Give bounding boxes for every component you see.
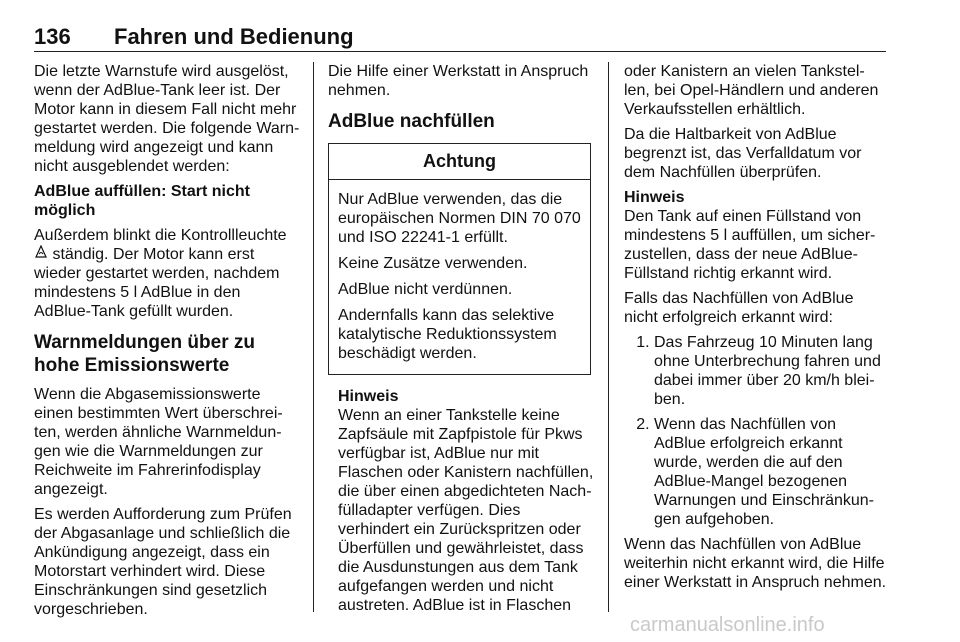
list-item: 2. Wenn das Nachfüllen von AdBlue erfolgreich erkannt wurde, werden die auf den AdBlue-Mangel bezogenen Warnungen und Einschränkun-gen aufgehoben. [654, 415, 890, 529]
caution-text: Nur AdBlue verwenden, das die europäischen Normen DIN 70 070 und ISO 22241-1 erfüllt. [338, 191, 581, 246]
note-text: Wenn an einer Tankstelle keine Zapfsäule mit Zapfpistole für Pkws verfügbar ist, AdBlue nur mit Flaschen oder Kanistern nachfüllen, die über einen abgedichteten Nach-fülladapter verfügen. Dies verhindert ein Zurückspritzen oder Überfüllen und gewährleistet, dass die Ausdunstungen aus dem Tank aufgefangen werden und nicht austreten. AdBlue ist in Flaschen [338, 407, 594, 614]
note-text: Den Tank auf einen Füllstand von mindestens 5 l auffüllen, um sicher-zustellen, dass der neue AdBlue-Füllstand richtig erkannt wird. [624, 208, 876, 282]
column-2 [328, 62, 594, 621]
paragraph: Wenn die Abgasemissionswerte einen bestimmten Wert überschrei-ten, werden ähnliche Warnmeldun-gen wie die Warnmeldungen zur Reichweite im Fahrerinfodisplay angezeigt. [34, 386, 283, 498]
column-3 [624, 62, 890, 598]
column-1 [34, 62, 300, 625]
text: ständig. Der Motor kann erst wieder gestartet werden, nachdem mindestens 5 l AdBlue in den AdBlue-Tank gefüllt wurden. [34, 246, 280, 320]
note-block [328, 387, 594, 615]
adblue-warning-icon [34, 245, 48, 264]
caution-box-body [329, 180, 590, 374]
caution-text: AdBlue nicht verdünnen. [338, 281, 513, 298]
paragraph: Die Hilfe einer Werkstatt in Anspruch nehmen. [328, 63, 589, 99]
caution-text: Keine Zusätze verwenden. [338, 255, 528, 272]
caution-text: Andernfalls kann das selektive katalytische Reduktionssystem beschädigt werden. [338, 307, 557, 362]
numbered-list [624, 333, 890, 529]
column-divider [608, 62, 609, 612]
paragraph: Die letzte Warnstufe wird ausgelöst, wenn der AdBlue-Tank leer ist. Der Motor kann in diesem Fall nicht mehr gestartet werden. Die folgende Warn-meldung wird angezeigt und kann nicht ausgeblendet werden: [34, 63, 300, 175]
display-message: AdBlue auffüllen: Start nicht möglich [34, 183, 250, 219]
section-heading: Warnmeldungen über zu hohe Emissionswerte [34, 332, 255, 376]
text: Außerdem blinkt die Kontrollleuchte [34, 227, 287, 244]
list-item: 1. Das Fahrzeug 10 Minuten lang ohne Unterbrechung fahren und dabei immer über 20 km/h blei-ben. [654, 333, 890, 409]
caution-box-title: Achtung [329, 144, 590, 180]
paragraph: oder Kanistern an vielen Tankstel-len, bei Opel-Händlern und anderen Verkaufsstellen erhältlich. [624, 63, 879, 118]
watermark: carmanualsonline.info [630, 614, 825, 636]
note-heading: Hinweis [624, 189, 685, 206]
paragraph: Wenn das Nachfüllen von AdBlue weiterhin nicht erkannt wird, die Hilfe einer Werkstatt in Anspruch nehmen. [624, 536, 887, 591]
note-heading: Hinweis [338, 388, 399, 405]
section-heading: AdBlue nachfüllen [328, 111, 495, 132]
caution-box [328, 143, 591, 375]
paragraph: Es werden Aufforderung zum Prüfen der Abgasanlage und schließlich die Ankündigung angezeigt, dass ein Motorstart verhindert wird. Diese Einschränkungen sind gesetzlich vorgeschrieben. [34, 506, 292, 618]
page-title: Fahren und Bedienung [114, 24, 354, 49]
column-divider [313, 62, 314, 612]
header-rule [34, 51, 886, 52]
paragraph: Falls das Nachfüllen von AdBlue nicht erfolgreich erkannt wird: [624, 290, 854, 326]
paragraph: Da die Haltbarkeit von AdBlue begrenzt ist, das Verfalldatum vor dem Nachfüllen überprüfen. [624, 126, 862, 181]
page-number: 136 [34, 24, 71, 49]
paragraph [34, 226, 300, 321]
